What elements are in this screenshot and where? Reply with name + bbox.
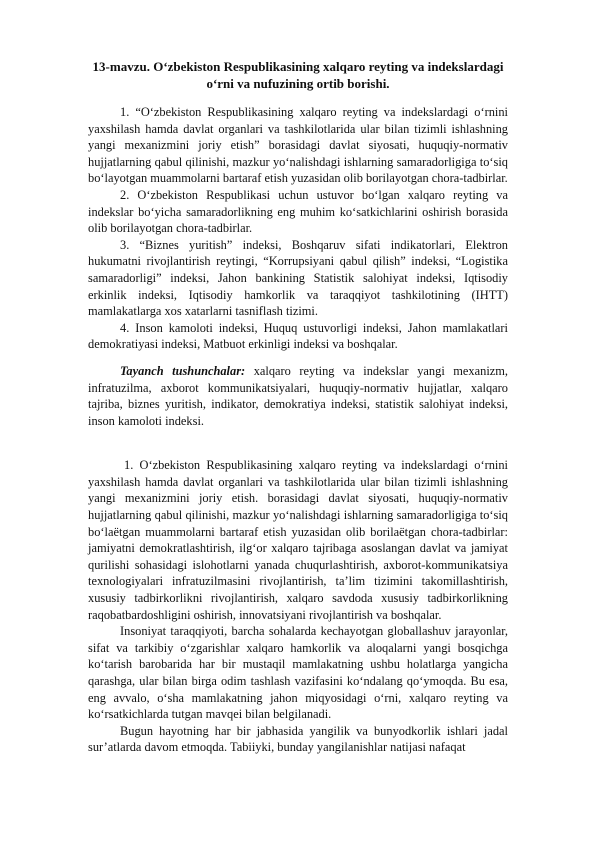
title-line-2: o‘rni va nufuzining ortib borishi. <box>206 76 390 91</box>
key-terms-label: Tayanch tushunchalar: <box>120 363 246 378</box>
question-item: 2. O‘zbekiston Respublikasi uchun ustuvor bo‘lgan xalqaro reyting va indekslar bo‘yicha samaradorlikning eng muhim ko‘satkichlarini oshirish borasida olib borilayotgan chora-tadbirlar. <box>88 187 508 236</box>
title-line-1: 13-mavzu. O‘zbekiston Respublikasining xalqaro reyting va indekslardagi <box>92 59 504 74</box>
document-title <box>88 58 508 92</box>
body-paragraph: 1. O‘zbekiston Respublikasining xalqaro reyting va indekslardagi o‘rnini yaxshilash hamda davlat organlari va tashkilotlarida ular bilan tizimli ishlashning yangi mexanizmini joriy etish. borasidagi davlat siyosati, huquqiy-normativ hujjatlarning qabul qilinishi, mazkur yo‘nalishdagi ishlarning samaradorligiga to‘siq bo‘laёtgan muammolarni bartaraf etish yuzasidan olib borilaёtgan chora-tadbirlar: jamiyatni demokratlashtirish, ilg‘or xalqaro tajribaga asoslangan davlat va jamiyat qurilishi sohasidagi islohotlarni yanada chuqurlashtirish, axborot-kommunikatsiya texnologiyalari infratuzilmasini rivojlantirish, ta’lim tizimini takomillashtirish, xususiy tadbirkorlikni rivojlantirish, xalqaro savdoda xususiy tadbirkorlikning raqobatbardoshligini oshirish, innovatsiyani rivojlantirish va boshqalar. <box>88 458 508 622</box>
body-paragraph: Bugun hayotning har bir jabhasida yangilik va bunyodkorlik ishlari jadal sur’atlarda davom etmoqda. Tabiiyki, bunday yangilanishlar natijasi nafaqat <box>88 723 508 755</box>
question-item: 4. Inson kamoloti indeksi, Huquq ustuvorligi indeksi, Jahon mamlakatlari demokratiyasi indeksi, Matbuot erkinligi indeksi va boshqalar. <box>88 320 508 352</box>
section-body <box>88 457 508 756</box>
key-terms-paragraph <box>88 363 508 429</box>
body-paragraph: Insoniyat taraqqiyoti, barcha sohalarda kechayotgan globallashuv jarayonlar, sifat va tarkibiy o‘zgarishlar xalqaro hamkorlik va aloqalarni yangi bosqichga ko‘tarish barobarida har bir mustaqil mamlakatning ushbu holatlarga yangicha qarashga, ular bilan birga odim tashlash vazifasini ko‘ndalang qo‘ymoqda. Bu esa, eng avvalo, o‘sha mamlakatning jahon miqyosidagi o‘rni, xalqaro reyting va ko‘rsatkichlarda tutgan mavqei bilan belgilanadi. <box>88 624 508 722</box>
key-terms-text: xalqaro reyting va indekslar yangi mexanizm, infratuzilma, axborot kommunikatsiyalari, huquqiy-normativ hujjatlar, xalqaro tajriba, biznes yuritish, indikator, demokratiya indeksi, statistik salohiyat indeksi, inson kamoloti indeksi. <box>88 363 509 428</box>
question-item: 3. “Biznes yuritish” indeksi, Boshqaruv sifati indikatorlari, Elektron hukumatni rivojlantirish reytingi, “Korrupsiyani qabul qilish” indeksi, “Logistika samaradorligi” indeksi, Jahon bankining Statistik salohiyat indeksi, Iqtisodiy erkinlik indeksi, Iqtisodiy hamkorlik va taraqqiyot tashkilotining (IHTT) mamlakatlarga xos xatarlarni tasniflash tizimi. <box>88 237 508 319</box>
question-item: 1. “O‘zbekiston Respublikasining xalqaro reyting va indekslardagi o‘rnini yaxshilash hamda davlat organlari va tashkilotlarida ular bilan tizimli ishlashning yangi mexanizmini joriy etish” borasidagi davlat siyosati, huquqiy-normativ hujjatlarning qabul qilinishi, mazkur yo‘nalishdagi ishlarning samaradorligiga to‘siq bo‘layotgan muammolarni bartaraf etish yuzasidan olib borilayotgan chora-tadbirlar. <box>88 105 508 186</box>
document-page <box>88 58 508 756</box>
questions-list <box>88 104 508 353</box>
